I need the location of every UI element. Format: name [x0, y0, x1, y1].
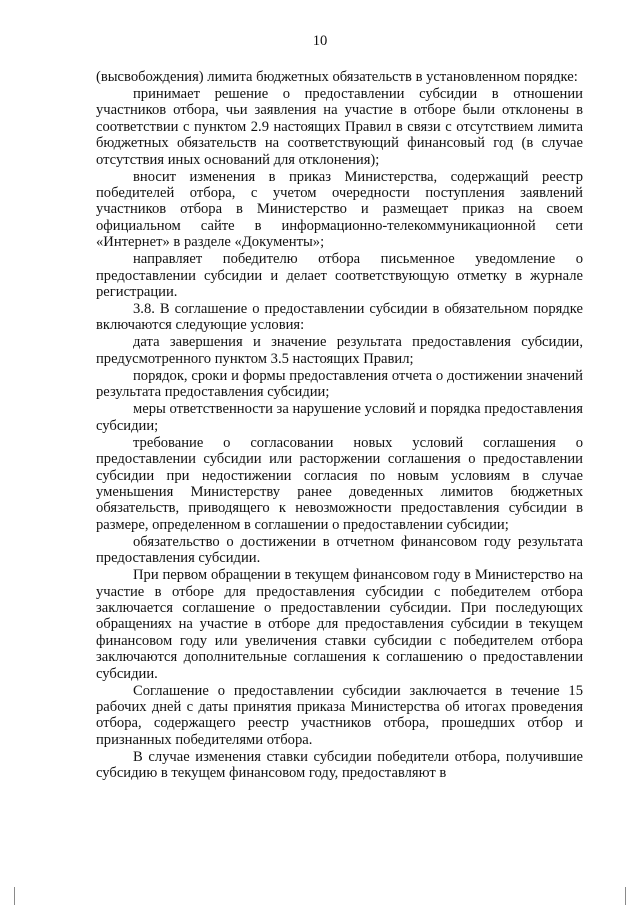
paragraph: дата завершения и значение результата предоставления субсидии, предусмотренного пунктом 3.5 настоящих Правил; — [96, 334, 583, 367]
page-number: 10 — [312, 33, 328, 49]
paragraph: Соглашение о предоставлении субсидии заключается в течение 15 рабочих дней с даты принятия приказа Министерства об итогах проведения отбора, содержащего реестр участников отбора, прошедших отбор и признанных победителями отбора. — [96, 682, 583, 748]
paragraph: принимает решение о предоставлении субсидии в отношении участников отбора, чьи заявления на участие в отборе были отклонены в соответствии с пунктом 2.9 настоящих Правил в связи с отсутствием лимита бюджетных обязательств на соответствующий финансовый год (в случае отсутствия иных оснований для отклонения); — [96, 86, 583, 168]
paragraph: (высвобождения) лимита бюджетных обязательств в установленном порядке: — [96, 69, 578, 85]
scan-edge-right — [625, 887, 626, 905]
paragraph: вносит изменения в приказ Министерства, содержащий реестр победителей отбора, с учетом очередности поступления заявлений участников отбора в Министерство и размещает приказ на своем официальном сайте в информационно-телекоммуникационной сети «Интернет» в разделе «Документы»; — [96, 168, 583, 251]
paragraph: требование о согласовании новых условий соглашения о предоставлении субсидии или расторжении соглашения о предоставлении субсидии при недостижении согласия по новым условиям в случае уменьшения Министерству ранее доведенных лимитов бюджетных обязательств, приводящего к невозможности предоставления субсидии в размере, определенном в соглашении о предоставлении субсидии; — [96, 434, 583, 533]
paragraph: При первом обращении в текущем финансовом году в Министерство на участие в отборе для предоставления субсидии с победителем отбора заключается соглашение о предоставлении субсидии. При последующих обращениях на участие в отборе для предоставления субсидии в текущем финансовом году или увеличения ставки субсидии с победителем отбора заключаются дополнительные соглашения к соглашению о предоставлении субсидии. — [96, 567, 583, 682]
paragraph: направляет победителю отбора письменное уведомление о предоставлении субсидии и делает соответствующую отметку в журнале регистрации. — [96, 251, 583, 301]
paragraph: меры ответственности за нарушение условий и порядка предоставления субсидии; — [96, 401, 583, 434]
paragraph: 3.8. В соглашение о предоставлении субсидии в обязательном порядке включаются следующие условия: — [96, 301, 583, 334]
scan-edge-left — [14, 887, 15, 905]
paragraph: обязательство о достижении в отчетном финансовом году результата предоставления субсидии. — [96, 533, 583, 567]
document-body — [96, 69, 583, 782]
paragraph: В случае изменения ставки субсидии победители отбора, получившие субсидию в текущем финансовом году, предоставляют в — [96, 748, 583, 782]
paragraph: порядок, сроки и формы предоставления отчета о достижении значений результата предоставления субсидии; — [96, 367, 583, 401]
